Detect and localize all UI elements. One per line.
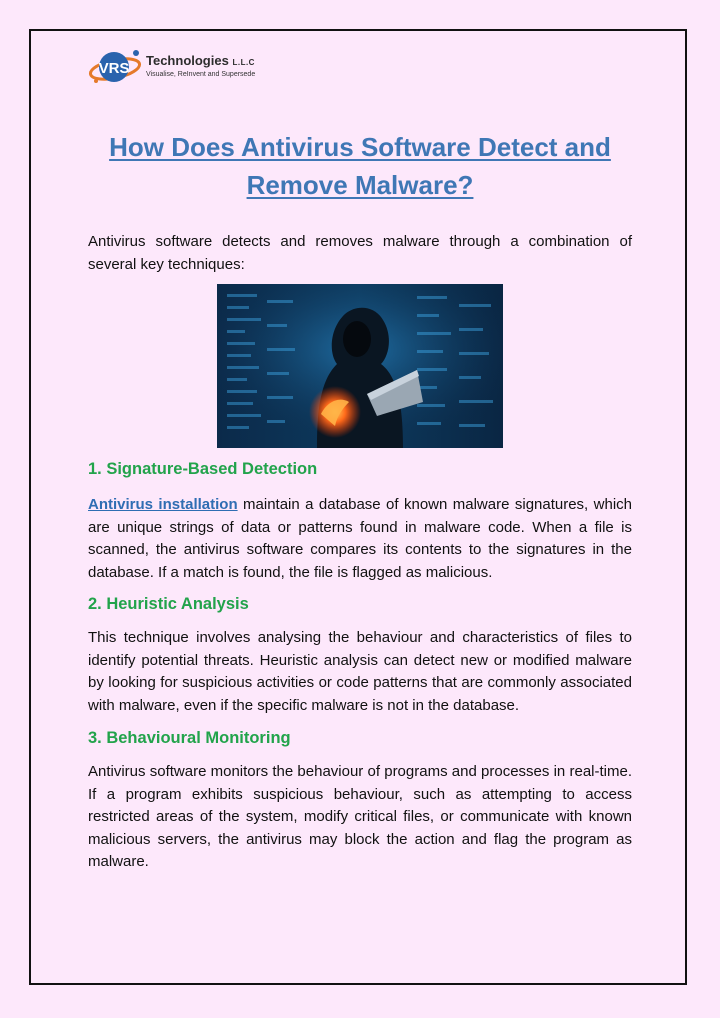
antivirus-installation-link[interactable]: Antivirus installation <box>88 496 238 513</box>
section-heading-behavioural: 3. Behavioural Monitoring <box>88 729 291 747</box>
company-logo[interactable] <box>88 46 255 88</box>
document-title[interactable]: How Does Antivirus Software Detect and Remove Malware? <box>109 132 611 200</box>
company-tagline: Visualise, ReInvent and Supersede <box>146 71 256 78</box>
section-heading-heuristic: 2. Heuristic Analysis <box>88 595 249 613</box>
company-suffix: L.L.C <box>232 58 255 67</box>
company-name-text: Technologies <box>146 53 229 68</box>
vrs-logo-icon <box>88 46 144 88</box>
section-body-heuristic: This technique involves analysing the behaviour and characteristics of files to identify potential threats. Heuristic analysis can detect new or modified malware by looking for suspicious activities or code patterns that are commonly associated with malware, even if the specific malware is not in the database. <box>88 629 632 714</box>
section-body-signature-text: maintain a database of known malware signatures, which are unique strings of data or patterns found in malware code. When a file is scanned, the antivirus software compares its contents to the signatures in the database. If a match is found, the file is flagged as malicious. <box>88 496 632 581</box>
section-body-behavioural: Antivirus software monitors the behaviour of programs and processes in real-time. If a program exhibits suspicious behaviour, such as attempting to access restricted areas of the system, modify critical files, or communicate with known malicious servers, the antivirus may block the action and flag the program as malware. <box>88 763 632 870</box>
section-body-signature <box>88 494 632 584</box>
intro-paragraph: Antivirus software detects and removes malware through a combination of several key techniques: <box>88 233 632 273</box>
logo-mark-text: VRS <box>98 60 130 77</box>
section-heading-signature: 1. Signature-Based Detection <box>88 460 318 478</box>
company-name <box>146 54 255 70</box>
hacker-illustration <box>217 284 503 448</box>
